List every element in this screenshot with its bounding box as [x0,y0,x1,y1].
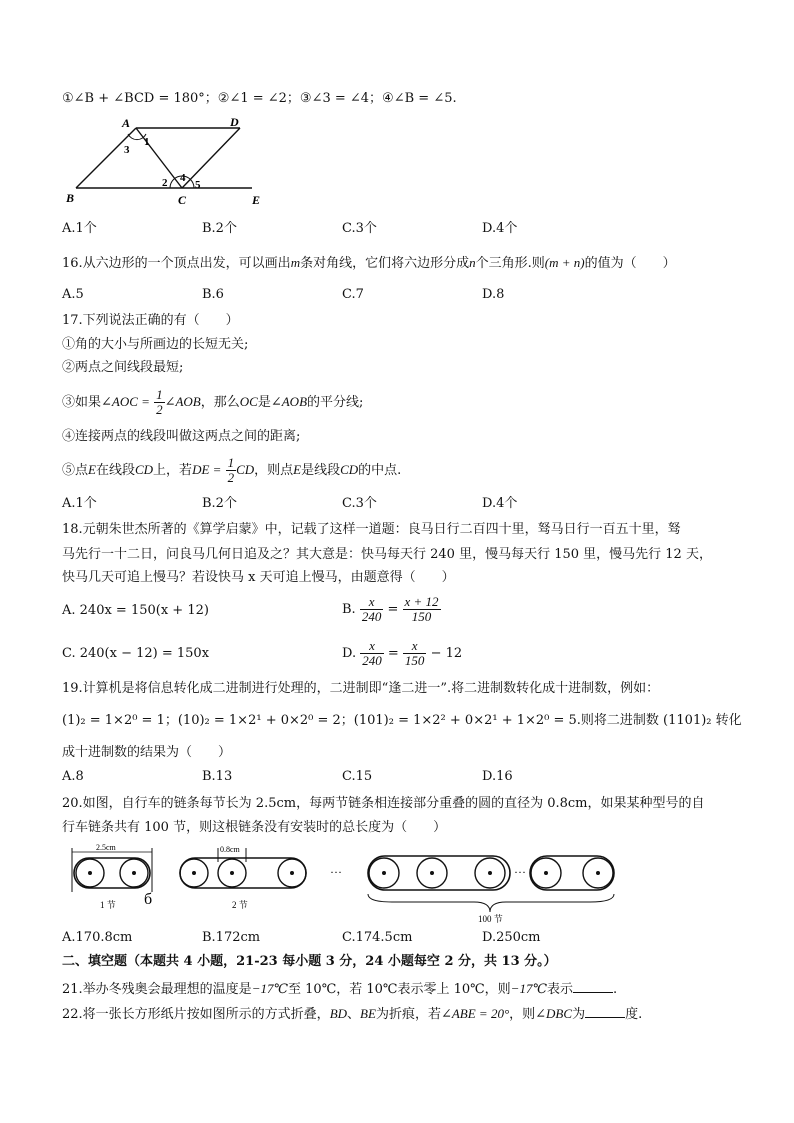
q18-option-c[interactable]: C. 240(x − 12) = 150x [62,646,210,661]
label-5: 5 [195,179,201,191]
label-4: 4 [180,172,186,184]
q17-stem: 17.下列说法正确的有（ ） [62,313,239,328]
fig-length-0-8: 0.8cm [220,845,240,854]
q17-statement-2: ②两点之间线段最短; [62,360,184,375]
q20-option-c[interactable]: C.174.5cm [342,930,413,945]
q20-option-b[interactable]: B.172cm [202,930,261,945]
q17-option-a[interactable]: A.1个 [62,496,97,511]
q20-line-2: 行车链条共有 100 节，则这根链条没有安装时的总长度为（ ） [62,820,447,835]
q15-option-c[interactable]: C.3个 [342,221,377,236]
q22-stem: 22.将一张长方形纸片按如图所示的方式折叠，BD、BE为折痕，若∠ABE = 20°，则∠DBC为 度. [62,1003,642,1024]
q18-option-a[interactable]: A. 240x = 150(x + 12) [62,603,209,618]
q19-option-b[interactable]: B.13 [202,769,233,784]
q19-line-1: 19.计算机是将信息转化成二进制进行处理的，二进制即“逢二进一”.将二进制数转化成十进制数，例如： [62,681,660,696]
label-1: 1 [144,136,150,148]
q16-option-b[interactable]: B.6 [202,287,224,302]
q16-option-d[interactable]: D.8 [482,287,505,302]
fig-label-2: 2 节 [232,900,248,910]
label-2: 2 [162,177,168,189]
q17-option-d[interactable]: D.4个 [482,496,518,511]
q18-line-3: 快马几天可追上慢马？若设快马 x 天可追上慢马，由题意得（ ） [62,570,455,585]
q20-option-a[interactable]: A.170.8cm [62,930,133,945]
fraction: $\frac{1}{2}$ [156,387,163,417]
fraction: $\frac{1}{2}$ [227,455,235,485]
q20-line-1: 20.如图，自行车的链条每节长为 2.5cm，每两节链条相连接部分重叠的圆的直径为 0.8cm，如果某种型号的自 [62,796,705,811]
q18-line-2: 马先行一十二日，问良马几何日追及之？其大意是：快马每天行 240 里，慢马每天行 150 里，慢马先行 12 天， [62,547,712,562]
label-D: D [230,118,239,129]
section-heading: 二、填空题（本题共 4 小题，21-23 每小题 3 分，24 小题每空 2 分，共 13 分。） [62,954,557,969]
label-C: C [178,193,187,207]
q16-option-c[interactable]: C.7 [342,287,364,302]
fig-length-2-5: 2.5cm [96,843,116,852]
label-A: A [122,118,131,130]
q17-statement-1: ①角的大小与所画边的长短无关; [62,337,249,352]
q17-statement-3: ③如果∠AOC = $\frac{1}{2}$ ∠AOB，那么OC是∠AOB的平分线; [62,387,364,417]
fig-label-1: 1 节 [100,900,116,910]
label-3: 3 [124,144,130,156]
label-E: E [252,193,261,207]
q15-figure [62,118,272,210]
q19-line-2: (1)₂ = 1×2⁰ = 1；(10)₂ = 1×2¹ + 0×2⁰ = 2；(101)₂ = 1×2² + 0×2¹ + 1×2⁰ = 5.则将二进制数 (1101)₂ 转化 [62,713,742,728]
fig-dots-2: ··· [514,865,526,879]
q17-statement-5: ⑤点E在线段CD上，若DE = $\frac{1}{2}$ CD，则点E是线段CD的中点. [62,455,402,485]
q20-chain-figure [62,842,622,924]
q15-option-a[interactable]: A.1个 [62,221,97,236]
q15-statements: ①∠B + ∠BCD = 180°；②∠1 = ∠2；③∠3 = ∠4；④∠B = ∠5. [62,91,457,106]
label-B: B [66,191,75,205]
q15-option-b[interactable]: B.2个 [202,221,237,236]
q20-option-d[interactable]: D.250cm [482,930,541,945]
q19-option-d[interactable]: D.16 [482,769,513,784]
q18-line-1: 18.元朝朱世杰所著的《算学启蒙》中，记载了这样一道题：良马日行二百四十里，驽马日行一百五十里，驽 [62,522,681,537]
q18-option-d[interactable]: D. $\frac{x}{240}$ = $\frac{x}{150}$ − 12 [342,638,463,668]
fig-dots-1: ··· [330,865,342,879]
q18-option-b[interactable]: B. $\frac{x}{240}$ = $\frac{x + 12}{150}$ [342,594,439,624]
fig-mark: б [144,891,153,908]
q16-option-a[interactable]: A.5 [62,287,84,302]
fig-label-100: 100 节 [478,914,503,924]
q19-option-a[interactable]: A.8 [62,769,84,784]
q19-line-3: 成十进制数的结果为（ ） [62,745,232,760]
q21-stem: 21.举办冬残奥会最理想的温度是−17℃至 10℃，若 10℃表示零上 10℃，则−17℃表示 . [62,978,617,999]
q16-stem: 16.从六边形的一个顶点出发，可以画出m条对角线，它们将六边形分成n个三角形.则(m + n)的值为（ ） [62,255,676,271]
q17-option-c[interactable]: C.3个 [342,496,377,511]
q17-statement-4: ④连接两点的线段叫做这两点之间的距离; [62,429,301,444]
q15-option-d[interactable]: D.4个 [482,221,518,236]
q19-option-c[interactable]: C.15 [342,769,373,784]
answer-blank[interactable] [573,978,613,993]
q17-option-b[interactable]: B.2个 [202,496,237,511]
answer-blank[interactable] [585,1003,625,1018]
